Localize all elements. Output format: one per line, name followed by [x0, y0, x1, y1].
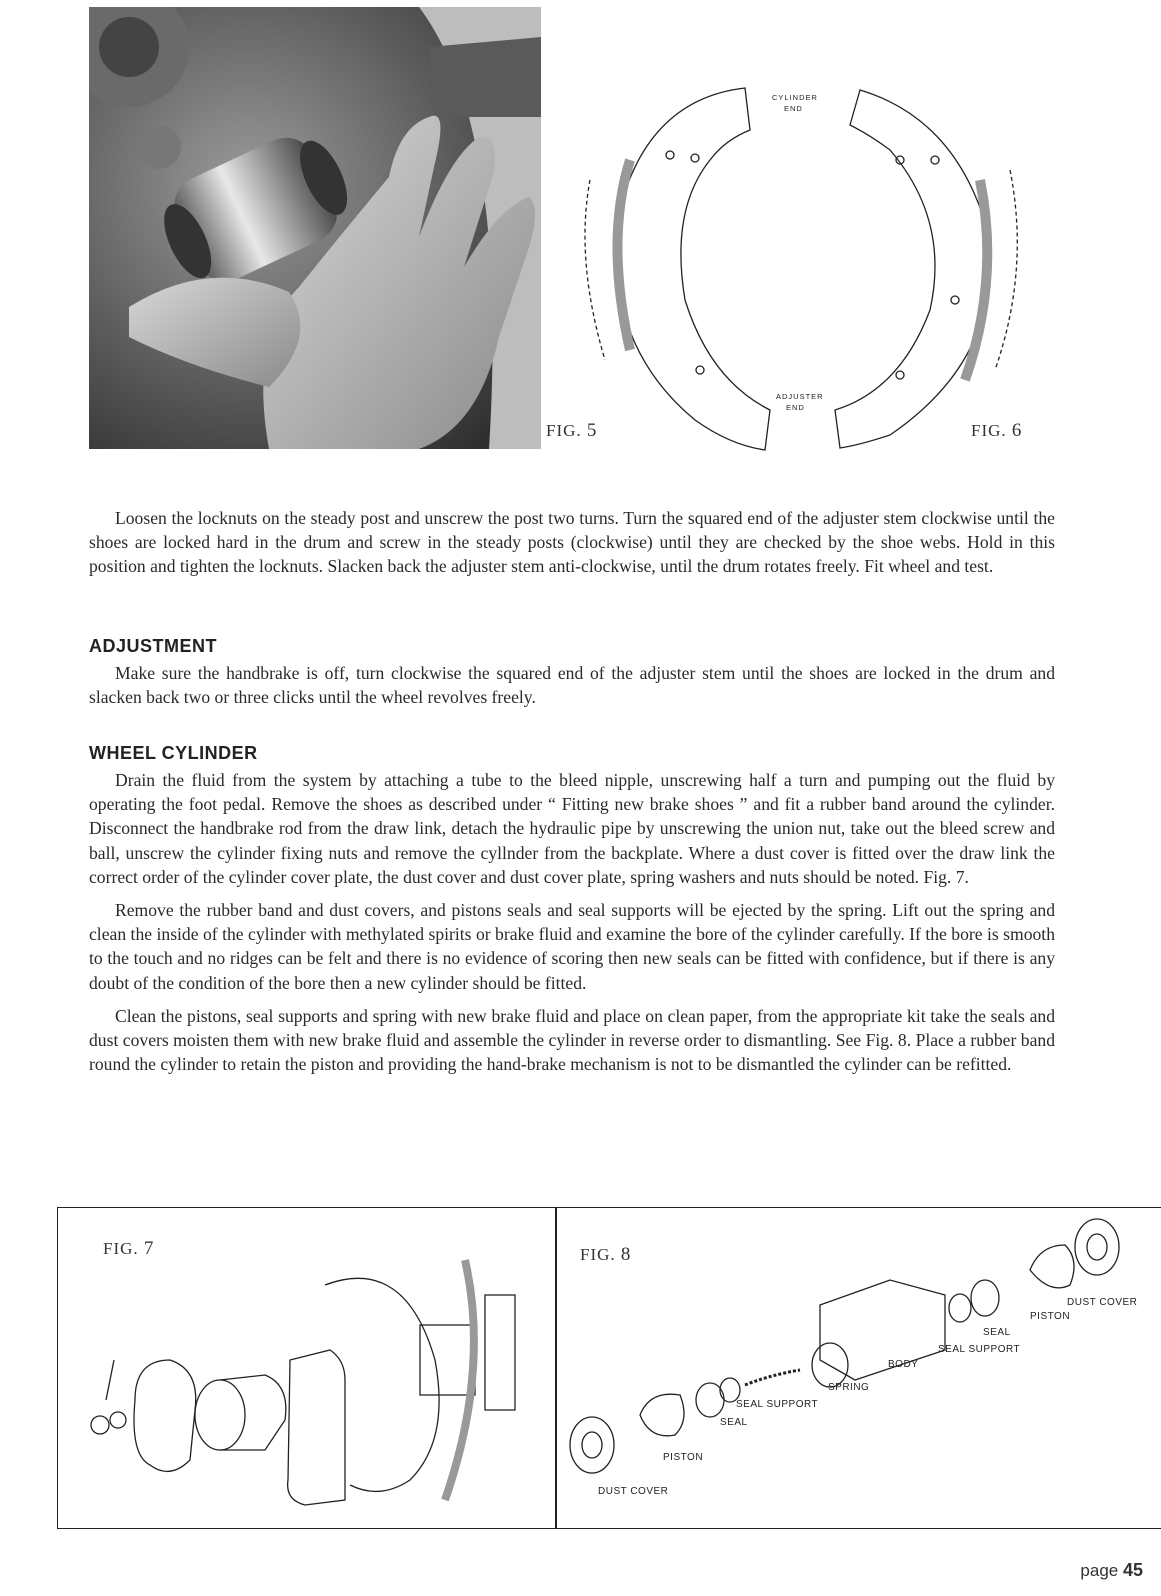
left-brake-shoe	[615, 88, 770, 450]
fig8-label-seal-support-left: SEAL SUPPORT	[736, 1399, 819, 1410]
nut	[91, 1416, 109, 1434]
fig8-label-piston-right: PISTON	[1030, 1311, 1071, 1322]
right-brake-shoe	[835, 90, 991, 448]
left-lining-hatch	[618, 160, 631, 350]
fig8-label-dust-cover-right: DUST COVER	[1067, 1297, 1138, 1308]
fig8-label-seal-support-right: SEAL SUPPORT	[938, 1344, 1021, 1355]
fig8-label: FIG. 8	[580, 1244, 632, 1265]
washer	[110, 1412, 126, 1428]
dust-cover-plate	[288, 1350, 345, 1505]
fig5-label: FIG. 5	[546, 420, 598, 441]
cylinder-body	[820, 1280, 945, 1380]
page-number: page 45	[1080, 1560, 1143, 1580]
dust-cover-body	[220, 1375, 286, 1450]
cylinder-side	[485, 1295, 515, 1410]
fig8-label-spring: SPRING	[828, 1382, 870, 1393]
intro-text	[89, 506, 1055, 579]
wheel-cylinder-paragraph-3: Clean the pistons, seal supports and spring with new brake fluid and place on clean paper, from the appropriate kit take the seals and dust covers moisten them with new brake fluid and assemble the cylinder in reverse order to dismantling. See Fig. 8. Place a rubber band round the cylinder to retain the piston and providing the hand-brake mechanism is not to be dismantled the cylinder can be refitted.	[89, 1005, 1055, 1075]
dust-cover-right	[1075, 1219, 1119, 1275]
adjuster-end-label-2: END	[786, 403, 805, 412]
figures-divider	[555, 1207, 557, 1529]
fig8-label-seal-left: SEAL	[720, 1417, 748, 1428]
rotation-arrow-left	[585, 180, 605, 360]
wheel-cylinder	[420, 1325, 475, 1395]
shoe-lining	[445, 1260, 474, 1500]
fig6-brake-shoes-diagram	[560, 60, 1040, 460]
adjustment-paragraph: Make sure the handbrake is off, turn clockwise the squared end of the adjuster stem until the shoes are locked in the drum and slacken back two or three clicks until the wheel revolves freely.	[89, 663, 1055, 708]
split-pin	[106, 1360, 114, 1400]
piston-left	[640, 1394, 684, 1436]
fig7-cylinder-exploded-diagram	[90, 1240, 530, 1520]
fig8-label-piston-left: PISTON	[663, 1452, 704, 1463]
fig8-label-dust-cover-left: DUST COVER	[598, 1486, 669, 1497]
fig6-label: FIG. 6	[971, 420, 1023, 441]
wheel-cylinder-heading: WHEEL CYLINDER	[89, 743, 258, 763]
seal-left	[696, 1383, 724, 1417]
cylinder-end-label-1: CYLINDER	[772, 93, 818, 102]
fig7-label: FIG. 7	[103, 1238, 155, 1259]
fig8-label-seal-right: SEAL	[983, 1327, 1011, 1338]
dust-cover-left	[570, 1417, 614, 1473]
wheel-cylinder-text	[89, 768, 1055, 1076]
fig8-cylinder-parts-diagram	[560, 1210, 1158, 1510]
adjuster-end-label-1: ADJUSTER	[776, 392, 824, 401]
cylinder-end-label-2: END	[784, 104, 803, 113]
wheel-cylinder-paragraph-1: Drain the fluid from the system by attaching a tube to the bleed nipple, unscrewing half a turn and pumping out the fluid by operating the foot pedal. Remove the shoes as described under “ Fitting new brake shoes ” and fit a rubber band around the cylinder. Disconnect the handbrake rod from the draw link, detach the hydraulic pipe by unscrewing the union nut, take out the bleed screw and ball, unscrew the cylinder fixing nuts and remove the cyllnder from the backplate. Where a dust cover is fitted over the draw link the correct order of the cylinder cover plate, the dust cover and dust cover plate, spring washers and nuts should be noted. Fig. 7.	[89, 770, 1055, 887]
rotation-arrow-right	[995, 170, 1017, 370]
dust-cover	[195, 1380, 245, 1450]
seal-support-right	[949, 1294, 971, 1322]
hand-on-cylinder-photo	[89, 7, 541, 449]
intro-paragraph: Loosen the locknuts on the steady post and unscrew the post two turns. Turn the squared end of the adjuster stem clockwise until the shoes are locked hard in the drum and screw in the steady posts (clockwise) until they are checked by the shoe webs. Hold in this position and tighten the locknuts. Slacken back the adjuster stem anti-clockwise, until the drum rotates freely. Fit wheel and test.	[89, 508, 1055, 577]
seal-right	[971, 1280, 999, 1316]
backplate	[325, 1278, 439, 1491]
adjustment-text	[89, 661, 1055, 709]
right-lining-hatch	[965, 180, 987, 380]
adjustment-heading: ADJUSTMENT	[89, 636, 218, 656]
wheel-cylinder-paragraph-2: Remove the rubber band and dust covers, and pistons seals and seal supports will be ejected by the spring. Lift out the spring and clean the inside of the cylinder with methylated spirits or brake fluid and examine the bore of the cylinder carefully. If the bore is smooth to the touch and no ridges can be felt and there is no evidence of scoring then new seals can be fitted with confidence, but if there is any doubt of the condition of the bore then a new cylinder should be fitted.	[89, 900, 1055, 993]
fig5-photo	[89, 7, 541, 449]
fig8-label-body: BODY	[888, 1359, 919, 1370]
cover-plate	[134, 1360, 196, 1471]
piston-right	[1030, 1245, 1074, 1288]
spring	[745, 1370, 800, 1385]
